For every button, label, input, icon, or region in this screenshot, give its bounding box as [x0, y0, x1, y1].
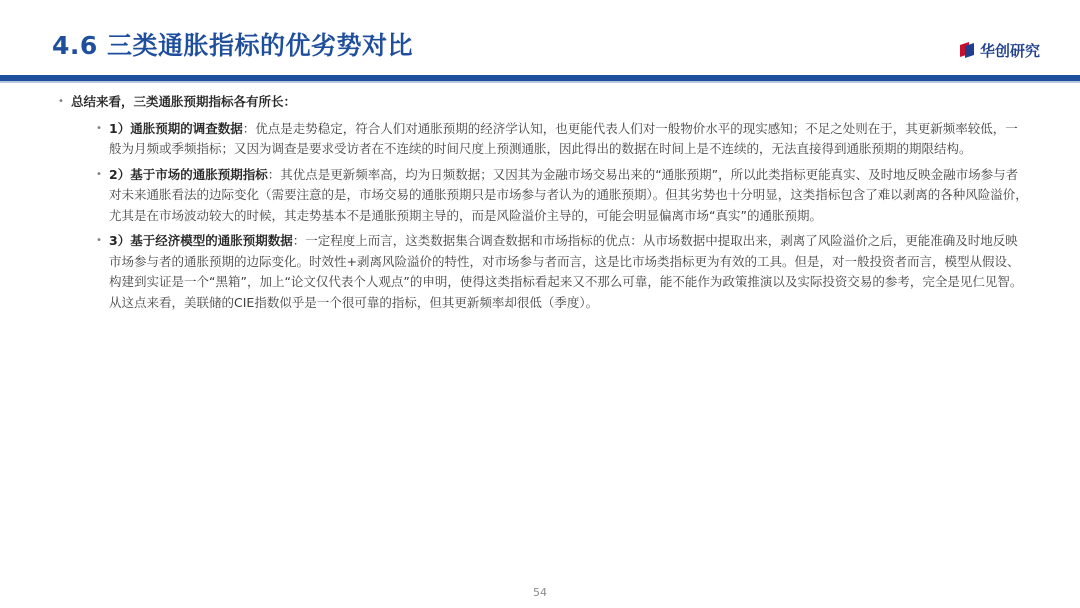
bullet-dot-icon: •: [96, 168, 102, 180]
item-heading: 3）基于经济模型的通胀预期数据: [109, 233, 293, 248]
summary-text: 总结来看，三类通胀预期指标各有所长：: [71, 94, 297, 109]
page-title: 4.6 三类通胀指标的优劣势对比: [52, 31, 413, 60]
list-item: [96, 231, 1028, 313]
company-logo: [958, 39, 1040, 61]
bullet-dot-icon: •: [96, 122, 102, 134]
list-item: [96, 119, 1028, 160]
item-text: ：优点是走势稳定，符合人们对通胀预期的经济学认知，也更能代表人们对一般物价水平的现实感知；不足之处则在于，其更新频率较低，一般为月频或季频指标；又因为调查是要求受访者在不连续的时间尺度上预测通胀，因此得出的数据在时间上是不连续的，无法直接得到通胀预期的期限结构。: [109, 120, 1018, 156]
item-heading: 2）基于市场的通胀预期指标: [109, 166, 268, 182]
list-item: [96, 165, 1028, 227]
bullet-dot-icon: •: [58, 96, 64, 107]
header-divider-line: [0, 81, 1080, 83]
page-number: 54: [533, 586, 547, 599]
summary-bullet: [58, 92, 1028, 113]
item-heading: 1）通胀预期的调查数据: [109, 120, 243, 136]
huachuang-logo-icon: [958, 41, 976, 59]
item-text: ：其优点是更新频率高，均为日频数据；又因其为金融市场交易出来的“通胀预期”，所以此类指标更能真实、及时地反映金融市场参与者对未来通胀看法的边际变化（需要注意的是，市场交易的通胀预期只是市场参与者认为的通胀预期）。但其劣势也十分明显，这类指标包含了难以剥离的各种风险溢价，尤其是在市场波动较大的时候，其走势基本不是通胀预期主导的，而是风险溢价主导的，可能会明显偏离市场“真实”的通胀预期。: [109, 166, 1028, 223]
slide-content: [58, 92, 1028, 318]
item-text: ：一定程度上而言，这类数据集合调查数据和市场指标的优点：从市场数据中提取出来，剥离了风险溢价之后，更能准确及时地反映市场参与者的通胀预期的边际变化。时效性+剥离风险溢价的特性，对市场参与者而言，这是比市场类指标更为有效的工具。但是，对一般投资者而言，模型从假设、构建到实证是一个“黑箱”，加上“论文仅代表个人观点”的申明，使得这类指标看起来又不那么可靠，能不能作为政策推演以及实际投资交易的参考，完全是见仁见智。从这点来看，美联储的CIE指数似乎是一个很可靠的指标，但其更新频率却很低（季度）。: [109, 233, 1023, 310]
bullet-dot-icon: •: [96, 235, 102, 246]
logo-text: 华创研究: [980, 41, 1041, 60]
